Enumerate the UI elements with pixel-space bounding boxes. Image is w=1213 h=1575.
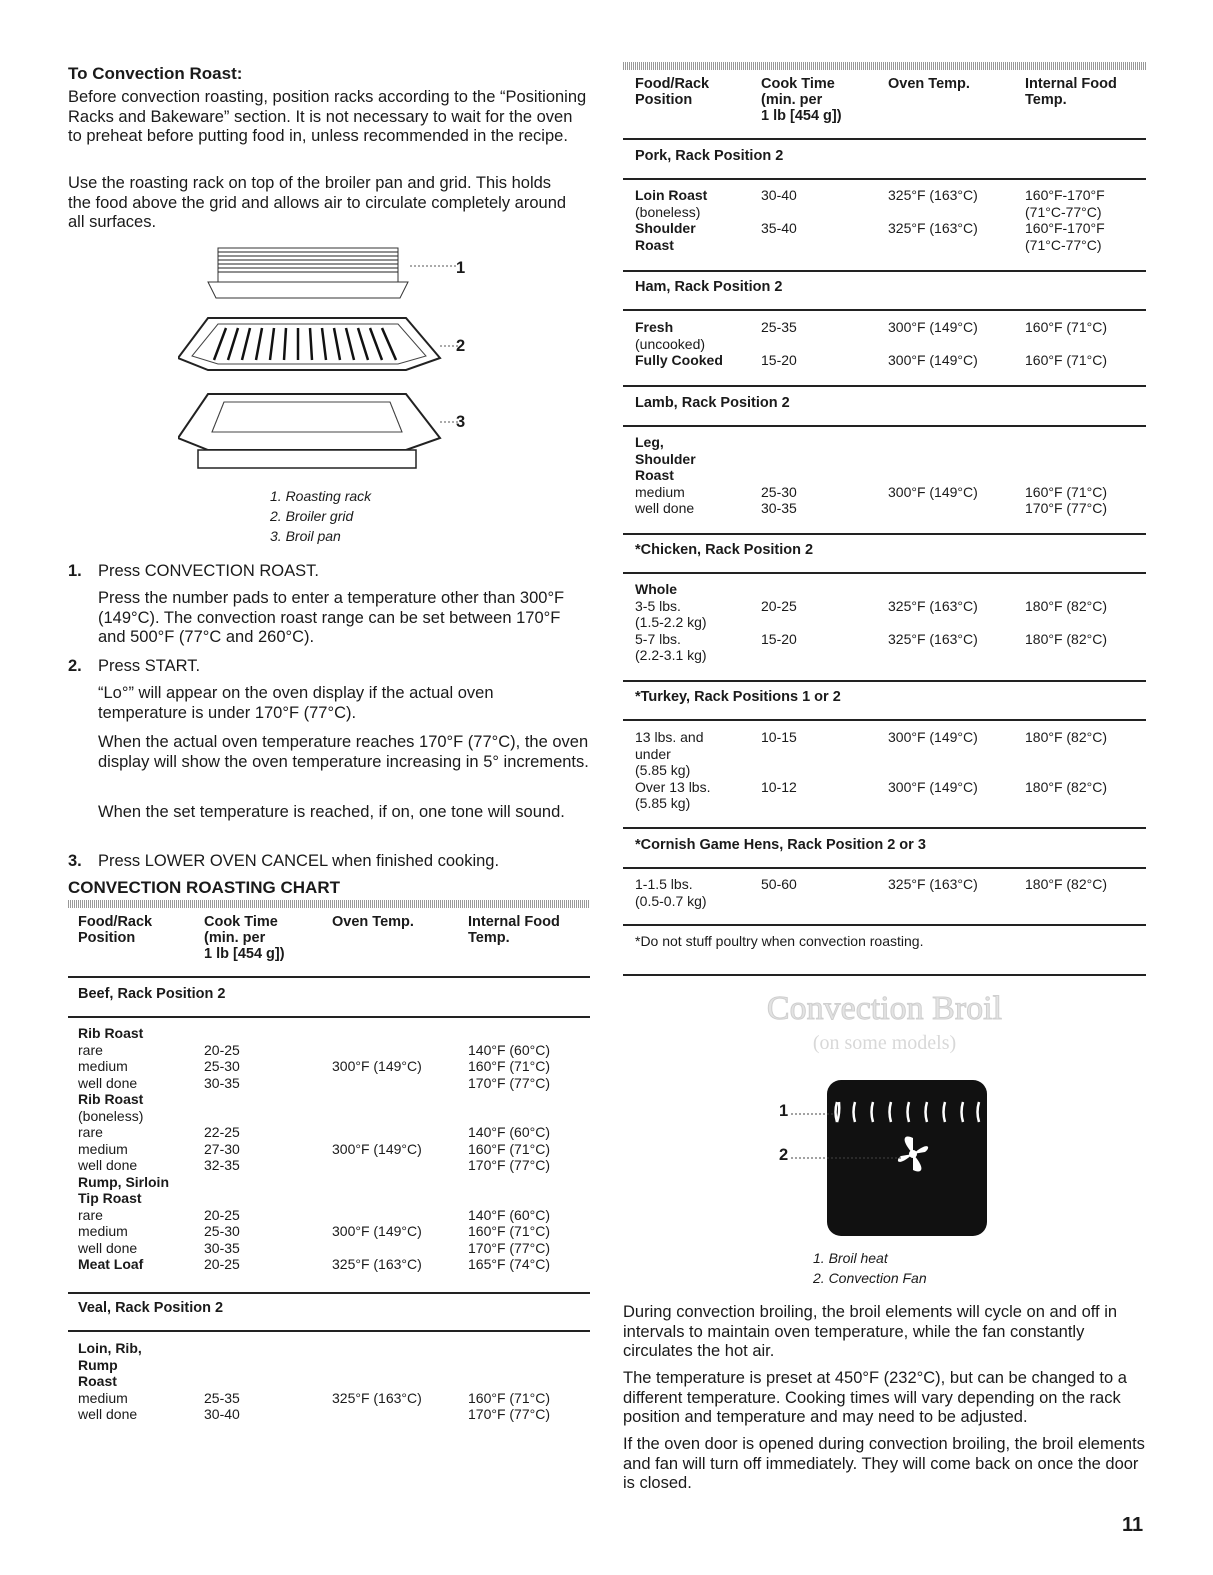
pork-food-column: Loin Roast (boneless) Shoulder Roast — [635, 187, 708, 253]
step-number-2: 2. — [68, 657, 82, 675]
turkey-time-column: 10-15 10-12 — [761, 729, 797, 795]
section-ham: Ham, Rack Position 2 — [635, 279, 783, 295]
caption-convection-fan: 2. Convection Fan — [813, 1270, 927, 1286]
rule-veal-top — [68, 1292, 590, 1294]
chicken-time-column: 20-25 15-20 — [761, 597, 797, 647]
lamb-food-column: Leg, Shoulder Roast medium well done — [635, 434, 696, 516]
section-veal: Veal, Rack Position 2 — [78, 1300, 224, 1316]
rule-footnote-bottom — [623, 974, 1146, 976]
cornish-oven-column: 325°F (163°C) — [888, 876, 978, 892]
rule-cornish-top — [623, 827, 1146, 829]
lamb-time-column: 25-30 30-35 — [761, 483, 797, 516]
lamb-internal-column: 160°F (71°C) 170°F (77°C) — [1025, 483, 1108, 516]
chicken-food-column: Whole 3-5 lbs. (1.5-2.2 kg) 5-7 lbs. (2.2-3.1 kg) — [635, 581, 707, 663]
turkey-food-column: 13 lbs. and under (5.85 kg) Over 13 lbs. (5.85 kg) — [635, 729, 711, 811]
roasting-pan-illustration — [178, 242, 478, 482]
turkey-internal-column: 180°F (82°C) 180°F (82°C) — [1025, 729, 1108, 795]
ham-oven-column: 300°F (149°C) 300°F (149°C) — [888, 319, 978, 368]
rule-chicken-top — [623, 533, 1146, 535]
pork-time-column: 30-40 35-40 — [761, 187, 797, 236]
rule-ham-top — [623, 270, 1146, 272]
ham-time-column: 25-35 15-20 — [761, 319, 797, 368]
header-cook-time: Cook Time (min. per 1 lb [454 g]) — [204, 914, 285, 962]
broil-paragraph-1: During convection broiling, the broil elements will cycle on and off in intervals to maintain oven temperature, while the fan constantly circulates the hot air. — [623, 1303, 1118, 1360]
turkey-oven-column: 300°F (149°C) 300°F (149°C) — [888, 729, 978, 795]
chicken-oven-column: 325°F (163°C) 325°F (163°C) — [888, 597, 978, 647]
oven-figure-label-2: 2 — [779, 1146, 789, 1164]
rule-cornish — [623, 867, 1146, 869]
step-number-3: 3. — [68, 852, 82, 870]
broil-paragraph-3: If the oven door is opened during convection broiling, the broil elements and fan will turn off immediately. They will come back on once the door is closed. — [623, 1435, 1145, 1492]
right-header-food-rack: Food/Rack Position — [635, 76, 710, 108]
oven-cavity-illustration — [773, 1078, 993, 1238]
section-chicken: *Chicken, Rack Position 2 — [635, 542, 814, 558]
pork-internal-column: 160°F-170°F (71°C-77°C) 160°F-170°F (71°C-77°C) — [1025, 187, 1105, 253]
chicken-internal-column: 180°F (82°C) 180°F (82°C) — [1025, 597, 1108, 647]
section-turkey: *Turkey, Rack Positions 1 or 2 — [635, 689, 841, 705]
figure-label-1: 1 — [456, 259, 466, 277]
right-header-internal-temp: Internal Food Temp. — [1025, 76, 1117, 108]
header-oven-temp: Oven Temp. — [332, 914, 414, 930]
rule-turkey — [623, 719, 1146, 721]
oven-figure-label-1: 1 — [779, 1102, 789, 1120]
veal-time-column: 25-35 30-40 — [204, 1389, 240, 1422]
lamb-oven-column: 300°F (149°C) — [888, 483, 978, 500]
ham-food-column: Fresh (uncooked) Fully Cooked — [635, 319, 723, 368]
right-header-oven-temp: Oven Temp. — [888, 76, 970, 92]
step-number-1: 1. — [68, 562, 82, 580]
broiler-grid-drawing — [178, 318, 460, 370]
ham-internal-column: 160°F (71°C) 160°F (71°C) — [1025, 319, 1108, 368]
right-header-cook-time: Cook Time (min. per 1 lb [454 g]) — [761, 76, 842, 124]
veal-oven-column: 325°F (163°C) — [332, 1389, 422, 1406]
rule-chicken — [623, 572, 1146, 574]
caption-broil-heat: 1. Broil heat — [813, 1250, 888, 1266]
intro-paragraph: Before convection roasting, position racks according to the “Positioning Racks and Bakeware” section. It is not necessary to wait for the oven to preheat before putting food in, unless recommended in the recipe. — [68, 88, 587, 145]
right-table-top-stripe — [623, 62, 1146, 70]
caption-roasting-rack: 1. Roasting rack — [270, 488, 372, 504]
figure-label-2: 2 — [456, 337, 466, 355]
beef-time-column: 20-25 25-30 30-35 22-25 27-30 32-35 20-25 25-30 30-35 20-25 — [204, 1041, 240, 1272]
cornish-time-column: 50-60 — [761, 876, 797, 892]
broil-pan-drawing — [178, 394, 460, 468]
veal-internal-column: 160°F (71°C) 170°F (77°C) — [468, 1389, 551, 1422]
rule-pork — [623, 178, 1146, 180]
caption-broiler-grid: 2. Broiler grid — [270, 508, 354, 524]
header-rule — [68, 976, 590, 978]
section-heading-convection-roast: To Convection Roast: — [68, 64, 243, 83]
beef-food-column: Rib Roast rare medium well done Rib Roast (boneless) rare medium well done Rump, Sirloin Tip Roast rare medium well done Meat Loaf — [78, 1025, 169, 1272]
poultry-footnote: *Do not stuff poultry when convection roasting. — [635, 933, 924, 949]
page-number: 11 — [1122, 1514, 1144, 1536]
step-2-detail-1: “Lo°” will appear on the oven display if the actual oven temperature is under 170°F (77°C). — [98, 684, 494, 722]
rule-veal — [68, 1330, 590, 1332]
rule-lamb — [623, 425, 1146, 427]
chart-top-stripe — [68, 900, 590, 908]
section-beef: Beef, Rack Position 2 — [78, 986, 226, 1002]
caption-broil-pan: 3. Broil pan — [270, 528, 341, 544]
figure-label-3: 3 — [456, 413, 466, 431]
rule-lamb-top — [623, 385, 1146, 387]
section-lamb: Lamb, Rack Position 2 — [635, 395, 790, 411]
step-1-text: Press CONVECTION ROAST. — [98, 562, 319, 580]
rack-paragraph: Use the roasting rack on top of the broiler pan and grid. This holds the food above the grid and allows air to circulate completely around all surfaces. — [68, 174, 567, 231]
step-2-detail-2: When the actual oven temperature reaches 170°F (77°C), the oven display will show the oven temperature increasing in 5° increments. — [98, 733, 589, 771]
section-pork: Pork, Rack Position 2 — [635, 148, 784, 164]
cornish-food-column: 1-1.5 lbs. (0.5-0.7 kg) — [635, 876, 707, 909]
broil-paragraph-2: The temperature is preset at 450°F (232°C), but can be changed to a different temperature. Cooking times will vary depending on the rack position and temperature and may need to be adjusted. — [623, 1369, 1127, 1426]
pork-oven-column: 325°F (163°C) 325°F (163°C) — [888, 187, 978, 236]
header-food-rack: Food/Rack Position — [78, 914, 153, 946]
header-internal-temp: Internal Food Temp. — [468, 914, 560, 946]
right-header-rule — [623, 138, 1146, 140]
step-2-text: Press START. — [98, 657, 201, 675]
step-1-detail: Press the number pads to enter a temperature other than 300°F (149°C). The convection roast range can be set between 170°F and 500°F (77°C and 260°C). — [98, 589, 565, 646]
veal-food-column: Loin, Rib, Rump Roast medium well done — [78, 1340, 142, 1422]
convection-broil-subtitle: (on some models) — [812, 1032, 957, 1054]
rule-ham — [623, 309, 1146, 311]
rule-turkey-top — [623, 680, 1146, 682]
roasting-rack-drawing — [208, 248, 458, 298]
chart-title: CONVECTION ROASTING CHART — [68, 878, 340, 897]
rule-beef — [68, 1016, 590, 1018]
beef-internal-column: 140°F (60°C) 160°F (71°C) 170°F (77°C) 140°F (60°C) 160°F (71°C) 170°F (77°C) 140°F (60°C) 160°F (71°C) 170°F (77°C) 165°F (74°C) — [468, 1041, 551, 1272]
beef-oven-column: 300°F (149°C) 300°F (149°C) 300°F (149°C) 325°F (163°C) — [332, 1058, 422, 1272]
rule-footnote-top — [623, 924, 1146, 926]
cornish-internal-column: 180°F (82°C) — [1025, 876, 1108, 892]
convection-broil-title: Convection Broil — [766, 990, 1003, 1027]
step-3-text: Press LOWER OVEN CANCEL when finished cooking. — [98, 852, 500, 870]
step-2-detail-3: When the set temperature is reached, if on, one tone will sound. — [98, 803, 565, 821]
section-cornish-hens: *Cornish Game Hens, Rack Position 2 or 3 — [635, 837, 926, 853]
